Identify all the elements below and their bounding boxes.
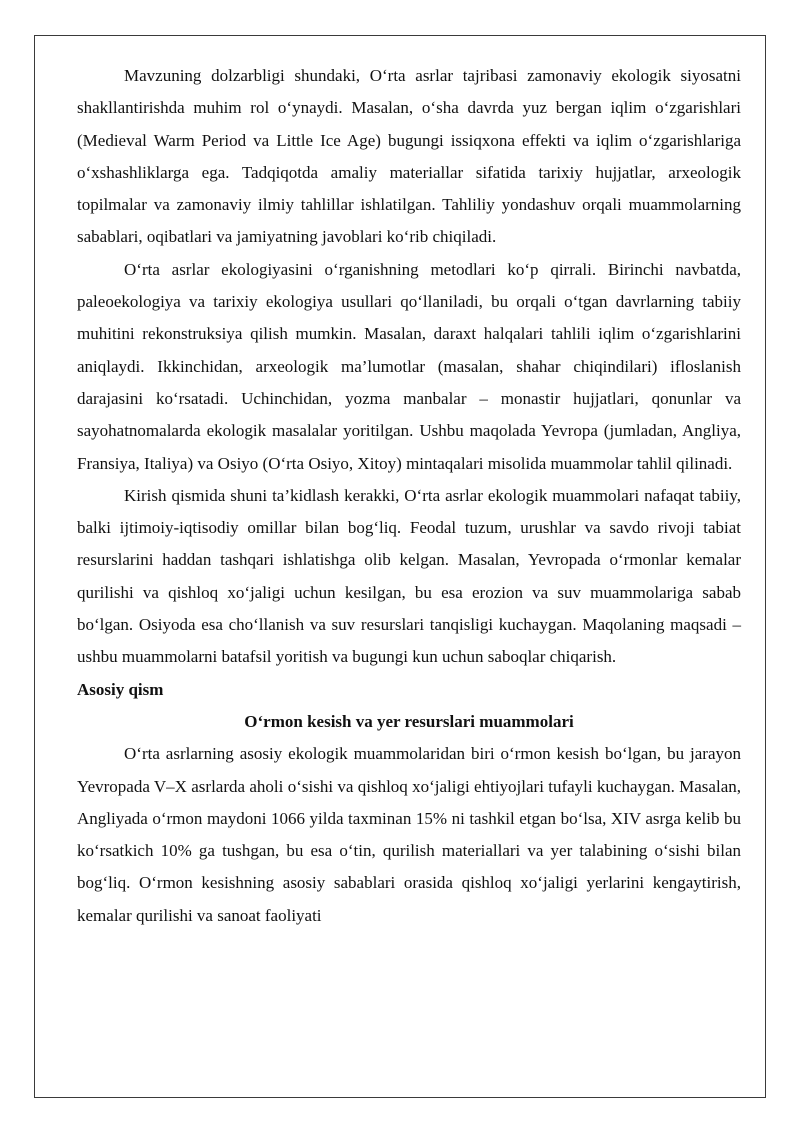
document-body: [77, 60, 741, 932]
section-heading: Asosiy qism: [77, 679, 164, 699]
paragraph-methods: O‘rta asrlar ekologiyasini o‘rganishning metodlari ko‘p qirrali. Birinchi navbatda, paleoekologiya va tarixiy ekologiya usullari qo‘llaniladi, bu orqali o‘tgan davrlarning tabiiy muhitini rekonstruksiya qilish mumkin. Masalan, daraxt halqalari tahlili iqlim o‘zgarishlarini aniqlaydi. Ikkinchidan, arxeologik ma’lumotlar (masalan, shahar chiqindilari) ifloslanish darajasini ko‘rsatadi. Uchinchidan, yozma manbalar – monastir hujjatlari, qonunlar va sayohatnomalarda ekologik masalalar yoritilgan. Ushbu maqolada Yevropa (jumladan, Angliya, Fransiya, Italiya) va Osiyo (O‘rta Osiyo, Xitoy) mintaqalari misolida muammolar tahlil qilinadi.: [77, 259, 741, 473]
paragraph-introduction: Kirish qismida shuni ta’kidlash kerakki, O‘rta asrlar ekologik muammolari nafaqat tabiiy, balki ijtimoiy-iqtisodiy omillar bilan bog‘liq. Feodal tuzum, urushlar va savdo rivoji tabiat resurslarini haddan tashqari ishlatishga olib kelgan. Masalan, Yevropada o‘rmonlar kemalar qurilishi va qishloq xo‘jaligi uchun kesilgan, bu esa erozion va suv muammolariga sabab bo‘lgan. Osiyoda esa cho‘llanish va suv resurslari tanqisligi kuchaygan. Maqolaning maqsadi – ushbu muammolarni batafsil yoritish va bugungi kun uchun saboqlar chiqarish.: [77, 485, 741, 667]
paragraph-relevance: Mavzuning dolzarbligi shundaki, O‘rta asrlar tajribasi zamonaviy ekologik siyosatni shakllantirishda muhim rol o‘ynaydi. Masalan, o‘sha davrda yuz bergan iqlim o‘zgarishlari (Medieval Warm Period va Little Ice Age) bugungi issiqxona effekti va iqlim o‘zgarishlariga o‘xshashliklarga ega. Tadqiqotda amaliy materiallar sifatida tarixiy hujjatlar, arxeologik topilmalar va zamonaviy ilmiy tahlillar ishlatilgan. Tahliliy yondashuv orqali muammolarning sabablari, oqibatlari va jamiyatning javoblari ko‘rib chiqiladi.: [77, 66, 741, 247]
subsection-heading: O‘rmon kesish va yer resurslari muammolari: [244, 711, 574, 731]
paragraph-deforestation: O‘rta asrlarning asosiy ekologik muammolaridan biri o‘rmon kesish bo‘lgan, bu jarayon Yevropada V–X asrlarda aholi o‘sishi va qishloq xo‘jaligi ehtiyojlari tufayli kuchaygan. Masalan, Angliyada o‘rmon maydoni 1066 yilda taxminan 15% ni tashkil etgan bo‘lsa, XIV asrga kelib bu ko‘rsatkich 10% ga tushgan, bu esa o‘tin, qurilish materiallari va yer talabining o‘sishi bilan bog‘liq. O‘rmon kesishning asosiy sabablari orasida qishloq xo‘jaligi yerlarini kengaytirish, kemalar qurilishi va sanoat faoliyati: [77, 744, 741, 925]
